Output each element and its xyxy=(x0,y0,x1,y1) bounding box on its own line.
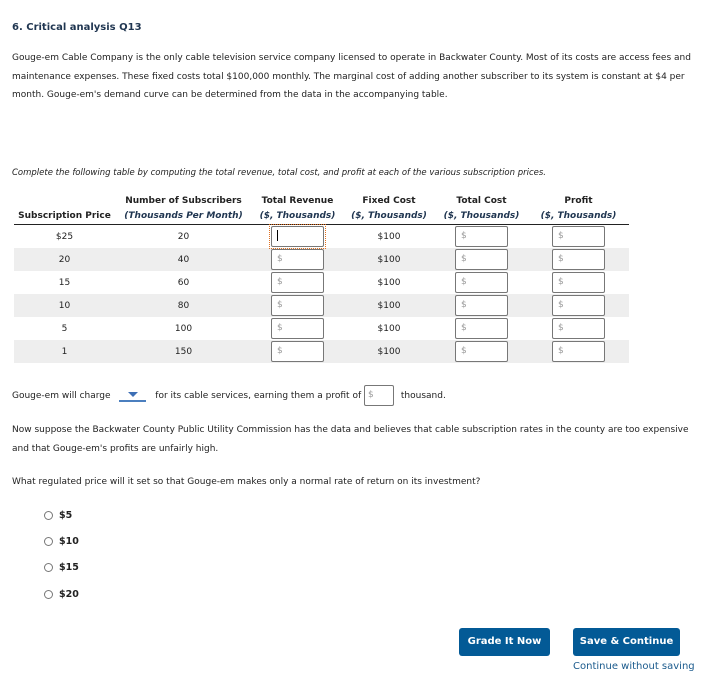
radio-option-5[interactable] xyxy=(44,510,72,521)
profit-input[interactable]: $ xyxy=(552,249,605,270)
table-row xyxy=(14,340,629,363)
total-cost-input[interactable]: $ xyxy=(455,295,508,316)
header-subscribers-line2: (Thousands Per Month) xyxy=(115,209,252,225)
fixed-cost-cell: $100 xyxy=(343,248,435,271)
table-instruction: Complete the following table by computing the total revenue, total cost, and profit at each of the various subscription prices. xyxy=(12,168,547,178)
mc-question: What regulated price will it set so that Gouge-em makes only a normal rate of return on its investment? xyxy=(12,477,481,487)
header-fixed-cost-line2: ($, Thousands) xyxy=(343,209,435,225)
price-cell: 10 xyxy=(14,294,115,317)
total-cost-input[interactable]: $ xyxy=(455,272,508,293)
subscribers-cell: 80 xyxy=(115,294,252,317)
radio-option-15[interactable] xyxy=(44,562,79,573)
radio-circle-icon[interactable] xyxy=(44,511,53,520)
profit-input[interactable]: $ xyxy=(552,295,605,316)
total-revenue-input[interactable] xyxy=(271,226,324,247)
subscribers-cell: 60 xyxy=(177,277,190,288)
total-cost-input[interactable]: $ xyxy=(455,249,508,270)
subscribers-cell: 100 xyxy=(174,323,193,334)
computation-table xyxy=(14,194,629,363)
total-revenue-input[interactable]: $ xyxy=(271,295,324,316)
radio-label: $15 xyxy=(59,562,79,573)
radio-label: $5 xyxy=(59,510,73,521)
price-cell: 15 xyxy=(58,277,71,288)
total-cost-input[interactable]: $ xyxy=(455,318,508,339)
subscribers-cell: 150 xyxy=(115,340,252,363)
header-profit-line2: ($, Thousands) xyxy=(528,209,629,225)
table-row xyxy=(14,225,629,249)
save-and-continue-button[interactable]: Save & Continue xyxy=(573,628,680,656)
total-revenue-input[interactable]: $ xyxy=(271,272,324,293)
header-fixed-cost-line1: Fixed Cost xyxy=(362,196,416,206)
radio-option-20[interactable] xyxy=(44,589,79,600)
table-row xyxy=(14,294,629,317)
price-cell: 1 xyxy=(14,340,115,363)
price-cell: 5 xyxy=(61,323,68,334)
total-cost-input[interactable]: $ xyxy=(455,226,508,247)
profit-answer-input[interactable]: $ xyxy=(364,385,394,406)
commission-paragraph: Now suppose the Backwater County Public Utility Commission has the data and believes that cable subscription rates in the county are too expensive and that Gouge-em's profits are unfairly high. xyxy=(12,425,689,454)
radio-circle-icon[interactable] xyxy=(44,590,53,599)
total-cost-input[interactable]: $ xyxy=(455,341,508,362)
subscribers-cell: 20 xyxy=(177,231,190,242)
header-revenue-line2: ($, Thousands) xyxy=(252,209,343,225)
fixed-cost-cell: $100 xyxy=(343,340,435,363)
profit-input[interactable]: $ xyxy=(552,341,605,362)
answer-sentence xyxy=(12,385,446,406)
continue-without-saving-link[interactable]: Continue without saving xyxy=(573,661,695,672)
total-revenue-input[interactable]: $ xyxy=(271,341,324,362)
radio-circle-icon[interactable] xyxy=(44,537,53,546)
profit-input[interactable]: $ xyxy=(552,318,605,339)
radio-circle-icon[interactable] xyxy=(44,563,53,572)
sentence-middle: for its cable services, earning them a profit of xyxy=(155,391,362,401)
fixed-cost-cell: $100 xyxy=(377,323,401,334)
question-title: 6. Critical analysis Q13 xyxy=(12,22,142,33)
total-revenue-input[interactable]: $ xyxy=(271,249,324,270)
price-dropdown[interactable] xyxy=(119,390,146,402)
header-total-cost-line2: ($, Thousands) xyxy=(435,209,528,225)
radio-label: $20 xyxy=(59,589,79,600)
grade-it-now-button[interactable]: Grade It Now xyxy=(459,628,550,656)
table-row xyxy=(14,271,629,294)
header-total-cost-line1: Total Cost xyxy=(456,196,507,206)
subscribers-cell: 40 xyxy=(115,248,252,271)
text-caret xyxy=(277,230,278,241)
chevron-down-icon xyxy=(128,392,138,397)
fixed-cost-cell: $100 xyxy=(377,231,401,242)
radio-option-10[interactable] xyxy=(44,536,79,547)
sentence-before: Gouge-em will charge xyxy=(12,391,111,401)
table-row xyxy=(14,317,629,340)
table-row xyxy=(14,248,629,271)
price-cell: $25 xyxy=(55,231,74,242)
radio-label: $10 xyxy=(59,536,79,547)
fixed-cost-cell: $100 xyxy=(377,277,401,288)
header-price-line2: Subscription Price xyxy=(14,209,115,225)
header-revenue-line1: Total Revenue xyxy=(261,196,334,206)
profit-input[interactable]: $ xyxy=(552,272,605,293)
price-cell: 20 xyxy=(14,248,115,271)
fixed-cost-cell: $100 xyxy=(343,294,435,317)
profit-input[interactable]: $ xyxy=(552,226,605,247)
sentence-after: thousand. xyxy=(400,391,446,401)
header-price-line1 xyxy=(14,194,115,209)
total-revenue-input[interactable]: $ xyxy=(271,318,324,339)
question-paragraph: Gouge-em Cable Company is the only cable television service company licensed to operate in Backwater County. Most of its costs are access fees and maintenance expenses. These fixed costs total $100,000 monthly. The marginal cost of adding another subscriber to its system is constant at $4 per month. Gouge-em's demand curve can be determined from the data in the accompanying table. xyxy=(12,53,691,100)
header-subscribers-line1: Number of Subscribers xyxy=(125,196,242,206)
header-profit-line1: Profit xyxy=(564,196,593,206)
